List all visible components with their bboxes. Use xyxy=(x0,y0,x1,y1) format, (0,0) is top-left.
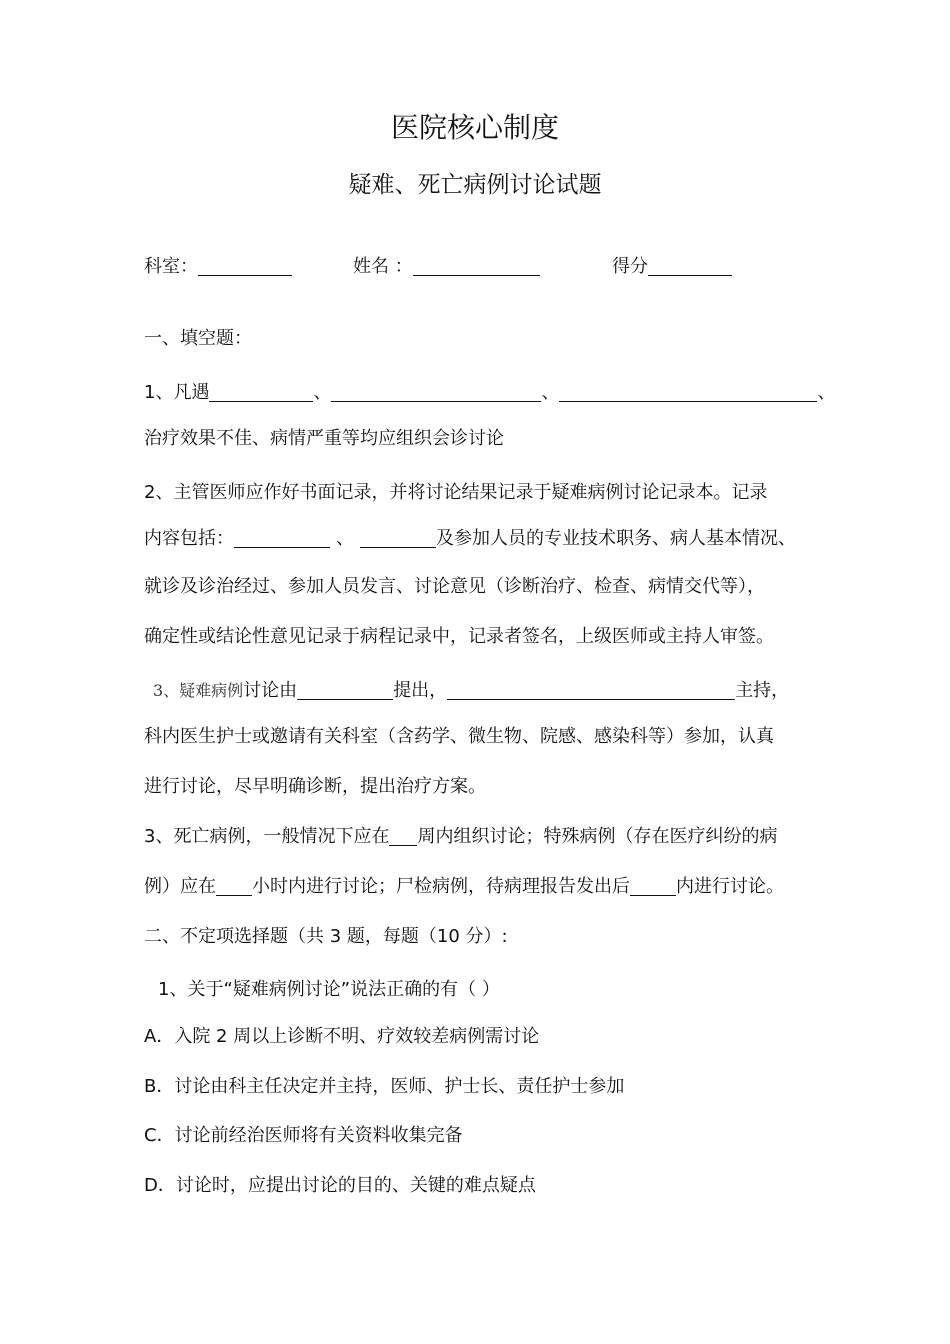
q2-blank-2[interactable] xyxy=(360,527,436,548)
mc-option-b[interactable]: B．讨论由科主任决定并主持，医师、护士长、责任护士参加 xyxy=(144,1076,625,1097)
q1-blank-1[interactable] xyxy=(209,381,313,402)
q1-line2: 治疗效果不佳、病情严重等均应组织会诊讨论 xyxy=(144,428,504,449)
q3b-line1 xyxy=(144,822,814,848)
page-title: 医院核心制度 xyxy=(390,111,559,144)
q3b-blank-3[interactable] xyxy=(630,875,676,896)
q2-line2-prefix: 内容包括： xyxy=(144,528,234,549)
q3a-suffix: 主持， xyxy=(735,680,790,701)
score-field xyxy=(612,252,732,278)
q2-line1: 2、主管医师应作好书面记录，并将讨论结果记录于疑难病例讨论记录本。记录 xyxy=(144,482,768,503)
section1-heading: 一、填空题： xyxy=(144,328,252,349)
q1-prefix: 1、凡遇 xyxy=(144,382,210,403)
q3b-blank-2[interactable] xyxy=(216,875,252,896)
name-field xyxy=(353,252,540,278)
q3b-line2-c: 内进行讨论。 xyxy=(676,876,784,897)
q3b-line2 xyxy=(144,872,814,898)
q1-blank-3[interactable] xyxy=(559,381,817,402)
q3b-line1-a: 3、死亡病例，一般情况下应在 xyxy=(144,826,390,847)
q2-line2 xyxy=(144,524,814,550)
name-blank[interactable] xyxy=(413,255,540,276)
mc-question-1: 1、关于“疑难病例讨论”说法正确的有（ ） xyxy=(158,979,500,1000)
dept-field xyxy=(144,252,292,278)
q3a-blank-2[interactable] xyxy=(447,679,735,700)
q1-blank-2[interactable] xyxy=(331,381,541,402)
q3b-blank-1[interactable] xyxy=(389,825,417,846)
mc-option-d[interactable]: D．讨论时，应提出讨论的目的、关键的难点疑点 xyxy=(144,1175,536,1196)
dept-blank[interactable] xyxy=(198,255,292,276)
q2-line2-suffix: 及参加人员的专业技术职务、病人基本情况、 xyxy=(436,528,796,549)
q1-sep-3: 、 xyxy=(817,382,836,403)
q3a-line2: 科内医生护士或邀请有关科室（含药学、微生物、院感、感染科等）参加，认真 xyxy=(144,726,774,747)
q2-sep: 、 xyxy=(336,528,354,549)
mc-option-c[interactable]: C．讨论前经治医师将有关资料收集完备 xyxy=(144,1125,463,1146)
q3b-line1-b: 周内组织讨论；特殊病例（存在医疗纠纷的病 xyxy=(417,826,778,847)
q3b-line2-b: 小时内进行讨论；尸检病例，待病理报告发出后 xyxy=(252,876,630,897)
name-label: 姓名 ： xyxy=(353,256,413,277)
q3a-blank-1[interactable] xyxy=(297,679,393,700)
dept-label: 科室： xyxy=(144,256,198,277)
q3b-line2-a: 例）应在 xyxy=(144,876,216,897)
q3a-prefix-serif: 3、疑难病例 xyxy=(153,681,244,700)
q3a-prefix: 讨论由 xyxy=(243,680,298,701)
score-blank[interactable] xyxy=(648,255,732,276)
page-subtitle: 疑难、死亡病例讨论试题 xyxy=(348,172,602,198)
q1-sep-2: 、 xyxy=(541,382,560,403)
q2-blank-1[interactable] xyxy=(234,527,330,548)
q2-line4: 确定性或结论性意见记录于病程记录中，记录者签名，上级医师或主持人审签。 xyxy=(144,626,774,647)
q3a-line1 xyxy=(144,676,814,702)
q1-line1 xyxy=(144,378,836,404)
q2-line3: 就诊及诊治经过、参加人员发言、讨论意见（诊断治疗、检查、病情交代等）， xyxy=(144,576,765,597)
section2-heading: 二、不定项选择题（共 3 题，每题（10 分）: xyxy=(144,926,508,947)
mc-option-a[interactable]: A．入院 2 周以上诊断不明、疗效较差病例需讨论 xyxy=(144,1026,540,1047)
q1-sep-1: 、 xyxy=(313,382,332,403)
q3a-mid: 提出， xyxy=(393,680,448,701)
score-label: 得分 xyxy=(612,256,648,277)
q3a-line3: 进行讨论，尽早明确诊断，提出治疗方案。 xyxy=(144,776,486,797)
